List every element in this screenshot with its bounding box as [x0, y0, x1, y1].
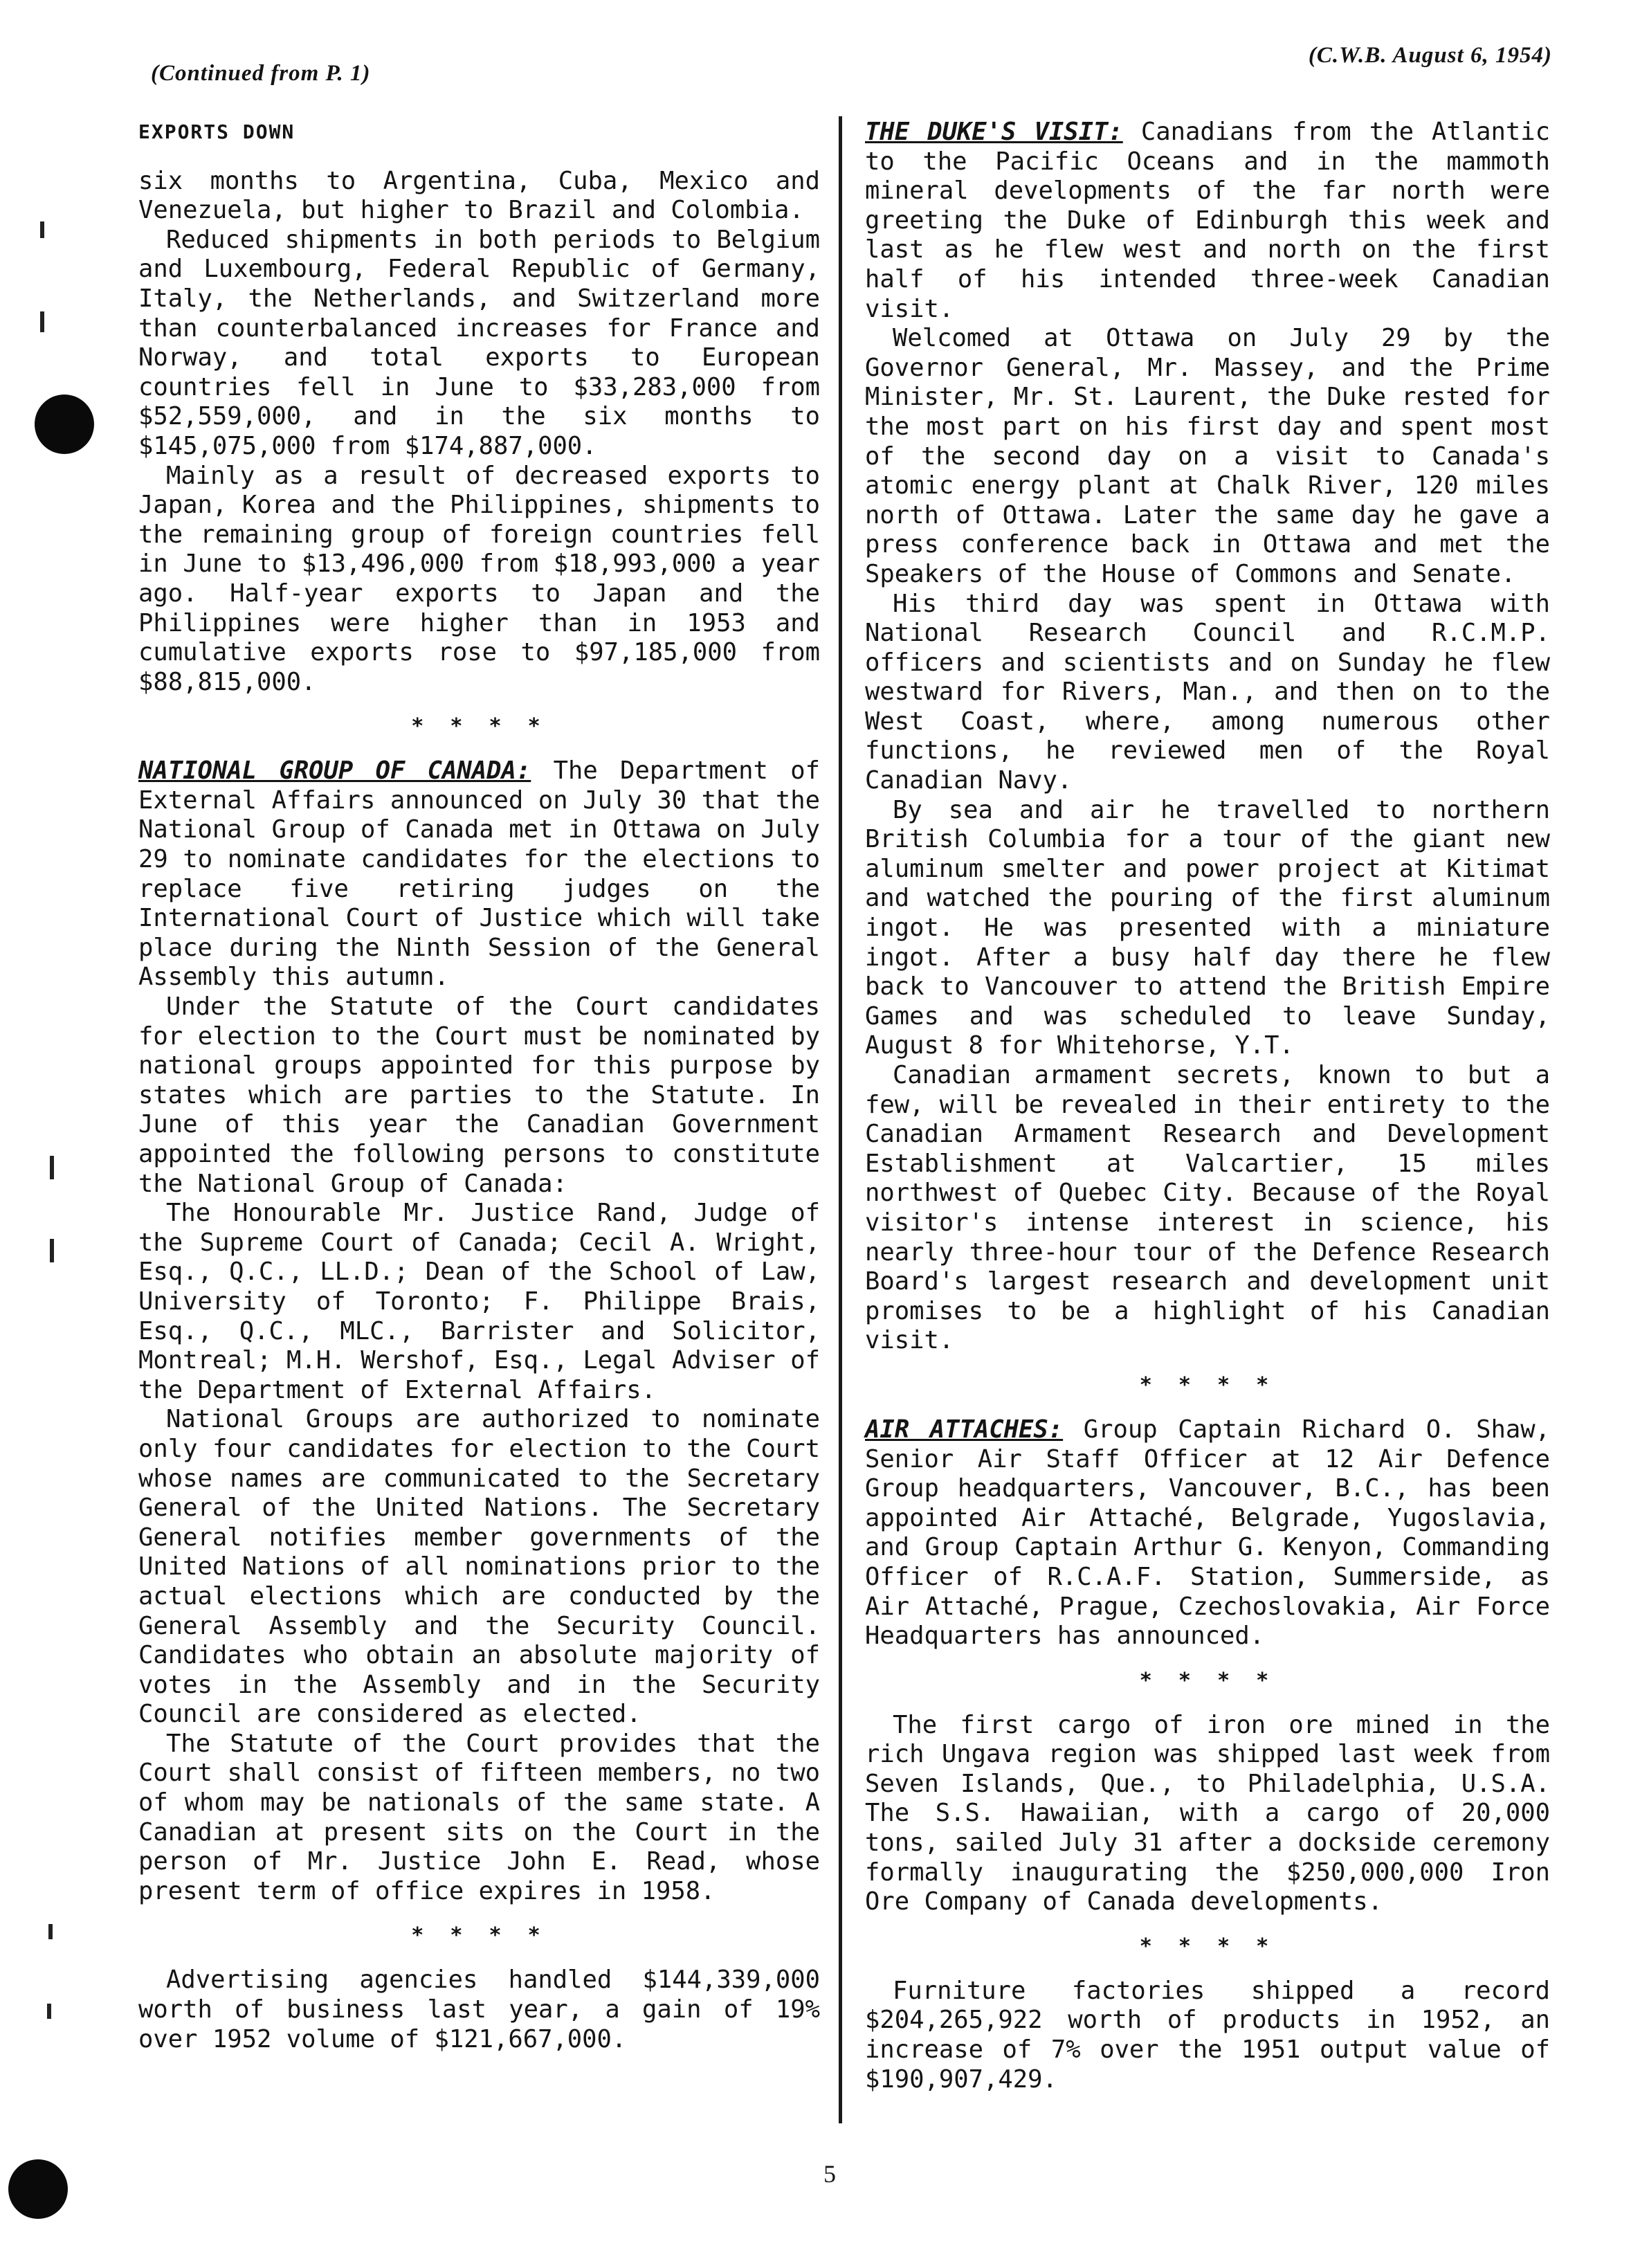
binder-hole-top: [35, 394, 94, 454]
binder-hole-bottom: [8, 2159, 68, 2219]
duke-paragraph-1: THE DUKE'S VISIT: Canadians from the Atlantic to the Pacific Oceans and in the mammoth mineral developments of the far north were greeting the Duke of Edinburgh this week and last as he flew west and north on the first half of his intended three-week Canadian visit.: [865, 118, 1550, 323]
margin-mark: [48, 1924, 53, 1939]
duke-visit-heading: THE DUKE'S VISIT:: [865, 118, 1123, 146]
margin-mark: [50, 1156, 54, 1179]
publication-header: (C.W.B. August 6, 1954): [1308, 43, 1552, 68]
exports-paragraph-1: six months to Argentina, Cuba, Mexico and Venezuela, but higher to Brazil and Colombia.: [138, 166, 820, 225]
national-group-heading: NATIONAL GROUP OF CANADA:: [138, 756, 531, 786]
section-separator: * * * *: [1139, 1934, 1276, 1959]
national-group-paragraph-5: The Statute of the Court provides that the Court shall consist of fifteen members, no two of whom may be nationals of the same state. A Canadian at present sits on the Court in the person of Mr. Justice John E. Read, whose present term of office expires in 1958.: [138, 1729, 820, 1905]
page-number: 5: [823, 2160, 836, 2188]
national-group-paragraph-1: NATIONAL GROUP OF CANADA: The Department of External Affairs announced on July 30 that the National Group of Canada met in Ottawa on July 29 to nominate candidates for the elections to replace five retiring judges on the International Court of Justice which will take place during the Ninth Session of the General Assembly this autumn.: [138, 756, 820, 992]
duke-paragraph-5: Canadian armament secrets, known to but a few, will be revealed in their entirety to the Canadian Armament Research and Development Establishment at Valcartier, 15 miles northwest of Quebec City. Because of the Royal visitor's intense interest in science, his nearly three-hour tour of the Defence Research Board's largest research and development unit promises to be a highlight of his Canadian visit.: [865, 1061, 1550, 1355]
right-column: [865, 118, 1550, 2094]
section-separator: * * * *: [1139, 1372, 1276, 1397]
duke-paragraph-4: By sea and air he travelled to northern British Columbia for a tour of the giant new aluminum smelter and power project at Kitimat and watched the pouring of the first aluminum ingot. He was presented with a miniature ingot. After a busy half day there he flew back to Vancouver to attend the British Empire Games and was scheduled to leave Sunday, August 8 for Whitehorse, Y.T.: [865, 795, 1550, 1060]
iron-ore-paragraph: The first cargo of iron ore mined in the rich Ungava region was shipped last week from Seven Islands, Que., to Philadelphia, U.S.A. The S.S. Hawaiian, with a cargo of 20,000 tons, sailed July 31 after a dockside ceremony formally inaugurating the $250,000,000 Iron Ore Company of Canada developments.: [865, 1710, 1550, 1916]
exports-paragraph-2: Reduced shipments in both periods to Belgium and Luxembourg, Federal Republic of Germany, Italy, the Netherlands, and Switzerland more than counterbalanced increases for France and Norway, and total exports to European countries fell in June to $33,283,000 from $52,559,000, and in the six months to $145,075,000 from $174,887,000.: [138, 225, 820, 460]
margin-mark: [40, 311, 44, 332]
margin-mark: [47, 2004, 51, 2019]
margin-mark: [40, 221, 44, 238]
section-separator: * * * *: [1139, 1668, 1276, 1693]
national-group-paragraph-2: Under the Statute of the Court candidates for election to the Court must be nominated by national groups appointed for this purpose by states which are parties to the Statute. In June of this year the Canadian Government appointed the following persons to constitute the National Group of Canada:: [138, 992, 820, 1198]
national-group-paragraph-3: The Honourable Mr. Justice Rand, Judge of the Supreme Court of Canada; Cecil A. Wright, Esq., Q.C., LL.D.; Dean of the School of Law, University of Toronto; F. Philippe Brais, Esq., Q.C., MLC., Barrister and Solicitor, Montreal; M.H. Wershof, Esq., Legal Adviser of the Department of External Affairs.: [138, 1199, 820, 1404]
section-separator: * * * *: [411, 714, 547, 739]
left-column: [138, 118, 820, 2054]
column-divider: [839, 116, 842, 2123]
advertising-paragraph: Advertising agencies handled $144,339,000 worth of business last year, a gain of 19% over 1952 volume of $121,667,000.: [138, 1966, 820, 2053]
exports-heading: EXPORTS DOWN: [138, 120, 295, 143]
air-attaches-paragraph: AIR ATTACHES: Group Captain Richard O. Shaw, Senior Air Staff Officer at 12 Air Defence Group headquarters, Vancouver, B.C., has been appointed Air Attaché, Belgrade, Yugoslavia, and Group Captain Arthur G. Kenyon, Commanding Officer of R.C.A.F. Station, Summerside, as Air Attaché, Prague, Czechoslovakia, Air Force Headquarters has announced.: [865, 1415, 1551, 1651]
section-separator: * * * *: [411, 1923, 547, 1948]
national-group-paragraph-4: National Groups are authorized to nominate only four candidates for election to the Court whose names are communicated to the Secretary General of the United Nations. The Secretary General notifies member governments of the United Nations of all nominations prior to the actual elections which are conducted by the General Assembly and the Security Council. Candidates who obtain an absolute majority of votes in the Assembly and in the Security Council are considered as elected.: [138, 1405, 820, 1729]
air-attaches-heading: AIR ATTACHES:: [865, 1415, 1064, 1444]
duke-paragraph-3: His third day was spent in Ottawa with National Research Council and R.C.M.P. officers and scientists and on Sunday he flew westward for Rivers, Man., and then on to the West Coast, where, among numerous other functions, he reviewed men of the Royal Canadian Navy.: [865, 589, 1550, 795]
furniture-paragraph: Furniture factories shipped a record $204,265,922 worth of products in 1952, an increase of 7% over the 1951 output value of $190,907,429.: [865, 1976, 1550, 2094]
duke-paragraph-2: Welcomed at Ottawa on July 29 by the Governor General, Mr. Massey, and the Prime Minister, Mr. St. Laurent, the Duke rested for the most part on his first day and spent most of the second day on a visit to Canada's atomic energy plant at Chalk River, 120 miles north of Ottawa. Later the same day he gave a press conference back in Ottawa and met the Speakers of the House of Commons and Senate.: [865, 324, 1550, 588]
exports-paragraph-3: Mainly as a result of decreased exports to Japan, Korea and the Philippines, shipments to the remaining group of foreign countries fell in June to $13,496,000 from $18,993,000 a year ago. Half-year exports to Japan and the Philippines were higher than in 1953 and cumulative exports rose to $97,185,000 from $88,815,000.: [138, 461, 820, 696]
margin-mark: [50, 1239, 54, 1262]
continued-note: (Continued from P. 1): [151, 61, 371, 86]
